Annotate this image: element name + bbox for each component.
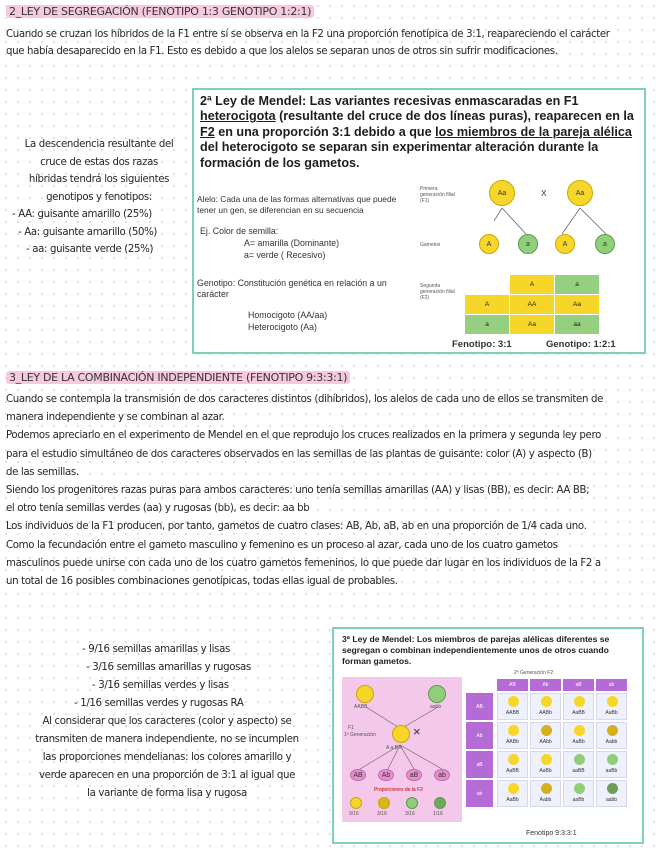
gamete-recessive-icon: a	[595, 234, 615, 254]
grid-cell-genotype: AaBb	[539, 768, 552, 774]
grid-row-gamete: Ab	[466, 722, 493, 749]
example-label: Ej. Color de semilla:	[200, 226, 279, 236]
grid-cell	[530, 722, 561, 749]
grid-cell-genotype: AaBB	[506, 768, 519, 774]
proportion-value: 9/16	[349, 811, 359, 817]
f1-label: F1	[348, 725, 354, 731]
paragraph-line: Cuando se contempla la transmisión de dos caracteres distintos (dihíbridos), los alelos de cada uno de ellos se transmiten de	[6, 394, 603, 405]
grid-cell	[497, 780, 528, 807]
yellow-smooth-pea-icon	[574, 725, 585, 736]
grid-cell	[563, 722, 594, 749]
grid-column-gamete: AB	[497, 679, 528, 691]
gamete-icon: ab	[434, 769, 450, 781]
green-smooth-pea-icon	[607, 754, 618, 765]
parent1-genotype: AABB	[354, 704, 368, 710]
list-item: - 1/16 semillas verdes y rugosas RA	[74, 698, 244, 709]
grid-cell	[563, 751, 594, 778]
list-item: - 3/16 semillas verdes y lisas	[92, 680, 229, 691]
paragraph-line: el otro tenía semillas verdes (aa) y rugosas (bb), es decir: aa bb	[6, 503, 310, 515]
gamete-dominant-icon: A	[555, 234, 575, 254]
section3-paragraph	[6, 391, 650, 591]
section2-paragraph	[6, 26, 650, 60]
grid-cell	[497, 693, 528, 720]
proportion-value: 3/16	[377, 811, 387, 817]
grid-row-gamete: ab	[466, 780, 493, 807]
gamete-dominant-icon: A	[479, 234, 499, 254]
grid-cell-genotype: AaBb	[605, 710, 618, 716]
grid-cell	[596, 693, 627, 720]
grid-cell	[563, 693, 594, 720]
grid-cell-genotype: AaBb	[506, 797, 519, 803]
punnett-corner	[465, 275, 510, 295]
paragraph-line: manera independiente y se combinan al azar.	[6, 412, 225, 424]
grid-cell-genotype: AABb	[506, 739, 519, 745]
f1-parent-aa-2: Aa	[567, 180, 593, 206]
title-underlined: heterocigota	[200, 109, 276, 124]
gamete-icon: Ab	[378, 769, 394, 781]
grid-cell	[596, 780, 627, 807]
punnett-square	[464, 274, 600, 335]
list-item: - 3/16 semillas amarillas y rugosas	[86, 662, 251, 673]
section3-title: 3_LEY DE LA COMBINACIÓN INDEPENDIENTE (FENOTIPO 9:3:3:1)	[6, 371, 350, 384]
punnett-cell: Aa	[555, 295, 600, 315]
punnett-header: A	[510, 275, 555, 295]
yellow-wrinkled-pea-icon	[541, 725, 552, 736]
proportion-value: 1/16	[433, 811, 443, 817]
grid-cell	[497, 751, 528, 778]
first-generation-label: Primera generación filial (F1)	[420, 186, 455, 204]
third-law-figure	[332, 627, 644, 844]
yellow-smooth-pea-icon	[508, 754, 519, 765]
punnett-header: a	[555, 275, 600, 295]
parent2-genotype: aabb	[430, 704, 442, 710]
conclusion-line: transmiten de manera independiente, no se incumplen	[35, 734, 299, 745]
segregation-lines	[494, 206, 644, 238]
grid-cell-genotype: AAbb	[539, 739, 552, 745]
grid-cell	[596, 722, 627, 749]
yellow-smooth-pea-icon	[574, 696, 585, 707]
dihybrid-diagram	[342, 677, 462, 822]
paragraph-line: que había desaparecido en la F1. Esto es debido a que los alelos se separan unos de otros sin sufrir modificaciones.	[6, 46, 558, 58]
grid-cell-genotype: Aabb	[605, 739, 618, 745]
dihybrid-punnett-grid	[466, 679, 632, 829]
side-note	[4, 136, 194, 259]
phenotype-ratio: Fenotipo: 3:1	[452, 339, 512, 350]
grid-cell-genotype: AABB	[505, 710, 520, 716]
yellow-wrinkled-pea-icon	[607, 725, 618, 736]
grid-cell-genotype: AaBb	[572, 739, 585, 745]
yellow-smooth-pea-icon	[508, 725, 519, 736]
gamete-recessive-icon: a	[518, 234, 538, 254]
genotype-definition: Genotipo: Constitución genética en relación a un carácter	[197, 278, 387, 299]
paragraph-line: Los individuos de la F1 producen, por tanto, gametos de cuatro clases: AB, Ab, aB, ab en una proporción de 1/4 cada uno.	[6, 521, 587, 533]
title-underlined: los miembros de la pareja alélica	[435, 124, 632, 139]
paragraph-line: Siendo los progenitores razas puras para ambos caracteres: uno tenía semillas amarillas (AA) y lisas (BB), es decir: AA BB;	[6, 485, 590, 497]
second-law-figure	[192, 88, 646, 354]
conclusion-line: verde aparecen en una proporción de 3:1 al igual que	[38, 770, 296, 781]
grid-row-gamete: aB	[466, 751, 493, 778]
side-note-line: - AA: guisante amarillo (25%)	[12, 209, 152, 220]
title-text: 2ª Ley de Mendel: Las variantes recesivas enmascaradas en F1	[200, 94, 579, 108]
genotype-ratio: Genotipo: 1:2:1	[546, 339, 616, 350]
proportions-label: Proporciones de la F2	[374, 787, 423, 793]
title-underlined: F2	[200, 124, 215, 139]
third-law-title: 3ª Ley de Mendel: Los miembros de parejas alélicas diferentes se segregan o combinan independientemente unos de otros cuando forman gametos.	[342, 634, 610, 666]
paragraph-line: un total de 16 posibles combinaciones genotípicas, todas ellas igual de probables.	[6, 576, 398, 588]
yellow-smooth-pea-icon	[541, 754, 552, 765]
f1-pea-icon	[392, 725, 410, 743]
title-text: (resultante del cruce de dos líneas puras), reaparecen en la	[275, 109, 634, 124]
paragraph-line: Cuando se cruzan los híbridos de la F1 entre sí se observa en la F2 una proporción fenotípica de 3:1, reapareciendo el carácter	[6, 29, 610, 40]
green-wrinkled-pea-icon	[607, 783, 618, 794]
paragraph-line: Como la fecundación entre el gameto masculino y femenino es un proceso al azar, cada uno de los cuatro gametos	[6, 539, 558, 551]
title-text: del heterocigoto se separan sin experimentar alteración durante la formación de los gametos.	[200, 140, 599, 170]
yellow-smooth-pea-icon	[350, 797, 362, 809]
conclusion-line: Al considerar que los caracteres (color y aspecto) se	[42, 716, 292, 727]
grid-cell	[530, 751, 561, 778]
yellow-smooth-pea-icon	[541, 696, 552, 707]
gamete-icon: aB	[406, 769, 422, 781]
grid-column-gamete: aB	[563, 679, 594, 691]
f2-header: 2ª Generación F2	[514, 670, 554, 676]
conclusion-text	[18, 713, 316, 803]
paragraph-line: para el estudio simultáneo de dos caracteres observados en las semillas de las plantas de guisante: color (A) y aspecto (B)	[6, 448, 592, 460]
grid-cell-genotype: Aabb	[539, 797, 552, 803]
punnett-cell: Aa	[510, 315, 555, 335]
grid-cell-genotype: aaBb	[572, 797, 585, 803]
side-note-line: La descendencia resultante del	[24, 139, 174, 150]
gamete-icon: AB	[350, 769, 366, 781]
proportion-value: 3/16	[405, 811, 415, 817]
homozygous-label: Homocigoto (AA/aa)	[248, 310, 328, 320]
heterozygous-label: Heterocigoto (Aa)	[248, 322, 317, 332]
green-smooth-pea-icon	[574, 754, 585, 765]
punnett-row-header: A	[465, 295, 510, 315]
second-law-title	[200, 94, 640, 171]
grid-cell-genotype: aaBb	[605, 768, 618, 774]
f1-parent-aa-1: Aa	[489, 180, 515, 206]
cross-icon: X	[541, 188, 547, 198]
side-note-line: genotipos y fenotipos:	[46, 191, 152, 203]
punnett-cell: aa	[555, 315, 600, 335]
list-item: - 9/16 semillas amarillas y lisas	[82, 644, 230, 655]
yellow-wrinkled-pea-icon	[378, 797, 390, 809]
recessive-label: a= verde ( Recesivo)	[244, 250, 326, 260]
paragraph-line: masculinos puede unirse con cada uno de los cuatro gametos femeninos, lo que puede dar lugar en los individuos de la F2 a	[6, 557, 601, 569]
green-smooth-pea-icon	[574, 783, 585, 794]
yellow-smooth-pea-icon	[508, 783, 519, 794]
dominant-label: A= amarilla (Dominante)	[244, 238, 340, 248]
side-note-line: híbridas tendrá los siguientes	[28, 174, 170, 185]
grid-cell	[530, 693, 561, 720]
side-note-line: - Aa: guisante amarillo (50%)	[18, 226, 158, 238]
second-generation-label: Segunda generación filial (F2)	[420, 283, 455, 301]
punnett-cell: AA	[510, 295, 555, 315]
paragraph-line: Podemos apreciarlo en el experimento de Mendel en el que reprodujo los cruces realizados en la primera y segunda ley pero	[6, 430, 601, 442]
yellow-smooth-pea-icon	[607, 696, 618, 707]
grid-cell-genotype: AABb	[539, 710, 552, 716]
grid-row-gamete: AB	[466, 693, 493, 720]
yellow-smooth-pea-icon	[508, 696, 519, 707]
section2-title: 2_LEY DE SEGREGACIÓN (FENOTIPO 1:3 GENOTIPO 1:2:1)	[6, 5, 314, 18]
grid-cell-genotype: aaBB	[572, 768, 585, 774]
f1-genotype: A a B b	[386, 745, 403, 751]
grid-column-gamete: Ab	[530, 679, 561, 691]
gametes-label: Gametos	[420, 242, 441, 248]
alelo-definition: Alelo: Cada una de las formas alternativas que puede tener un gen, se diferencian en su secuencia	[197, 194, 397, 215]
side-note-line: - aa: guisante verde (25%)	[26, 244, 154, 255]
grid-cell	[530, 780, 561, 807]
punnett-row-header: a	[465, 315, 510, 335]
proportions-list	[60, 641, 310, 713]
third-law-phenotype-ratio: Fenotipo 9:3:3:1	[526, 830, 577, 837]
f1-generation-label: 1ª Generación	[344, 732, 376, 738]
green-smooth-pea-icon	[406, 797, 418, 809]
side-note-line: cruce de estas dos razas	[40, 156, 158, 168]
yellow-wrinkled-pea-icon	[541, 783, 552, 794]
green-wrinkled-pea-icon	[434, 797, 446, 809]
grid-cell	[596, 751, 627, 778]
cross-icon: ×	[413, 724, 421, 739]
grid-cell	[563, 780, 594, 807]
grid-cell-genotype: aabb	[605, 797, 618, 803]
paragraph-line: de las semillas.	[6, 466, 79, 478]
title-text: en una proporción 3:1 debido a que	[214, 124, 436, 139]
conclusion-line: la variante de forma lisa y rugosa	[87, 788, 247, 799]
grid-column-gamete: ab	[596, 679, 627, 691]
conclusion-line: las proporciones mendelianas: los colores amarillo y	[42, 752, 292, 763]
grid-cell-genotype: AaBB	[572, 710, 585, 716]
grid-cell	[497, 722, 528, 749]
